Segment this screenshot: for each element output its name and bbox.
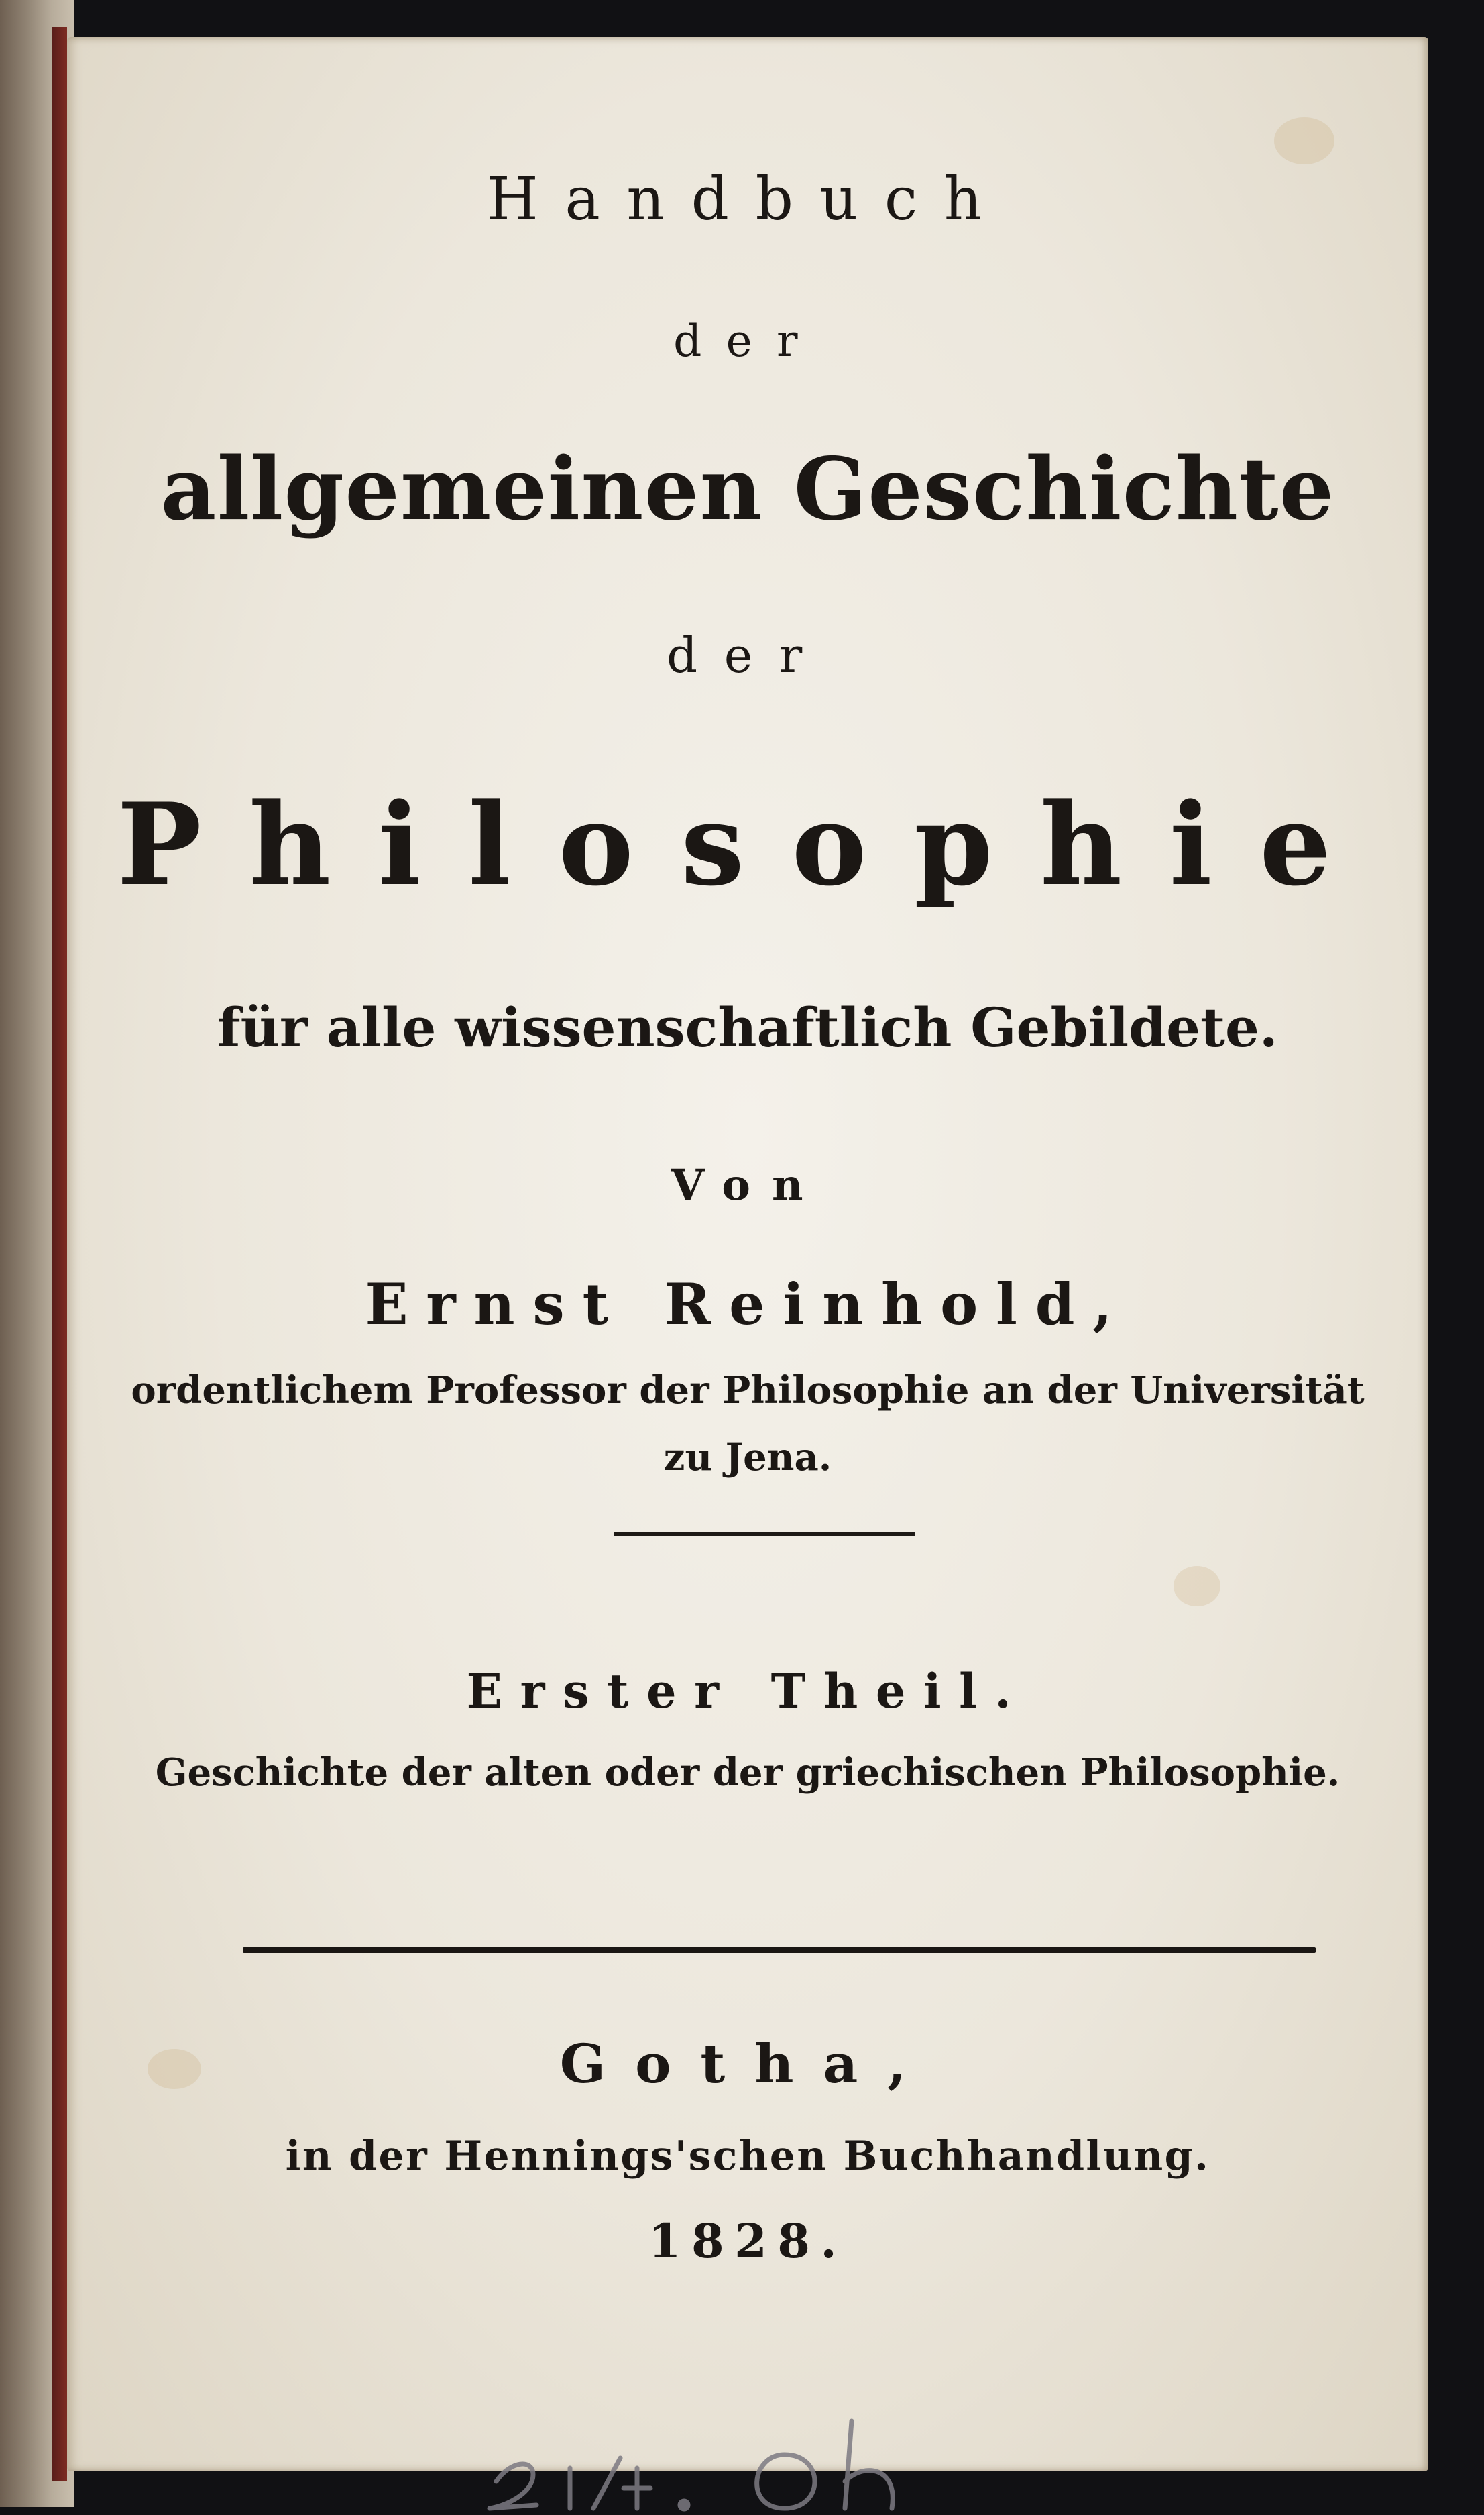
title-der-first: der: [673, 315, 822, 367]
title-allgemeinen-geschichte: allgemeinen Geschichte: [160, 439, 1335, 540]
pencil-annotation: [469, 2394, 1019, 2515]
title-audience: für alle wissenschaftlich Gebildete.: [217, 996, 1278, 1059]
foxing-stain: [1174, 1566, 1220, 1606]
part-label: Erster Theil.: [466, 1663, 1029, 1719]
author-name: Ernst Reinhold,: [365, 1271, 1131, 1337]
divider-long: [243, 1947, 1316, 1953]
imprint-year: 1828.: [648, 2213, 848, 2269]
title-philosophie: Philosophie: [117, 778, 1379, 911]
title-handbuch: Handbuch: [487, 164, 1009, 233]
book-spine: [52, 27, 67, 2481]
part-subtitle: Geschichte der alten oder der griechischen Philosophie.: [155, 1750, 1340, 1795]
divider-short: [614, 1532, 915, 1536]
byline-von: Von: [671, 1160, 825, 1211]
title-der-second: der: [667, 627, 829, 683]
imprint-publisher: in der Hennings'schen Buchhandlung.: [285, 2133, 1210, 2180]
imprint-city: Gotha,: [559, 2032, 936, 2095]
title-page: [67, 37, 1428, 2471]
author-place: zu Jena.: [663, 1435, 832, 1479]
author-title: ordentlichem Professor der Philosophie an der Universität: [131, 1368, 1365, 1412]
foxing-stain: [1274, 117, 1334, 164]
